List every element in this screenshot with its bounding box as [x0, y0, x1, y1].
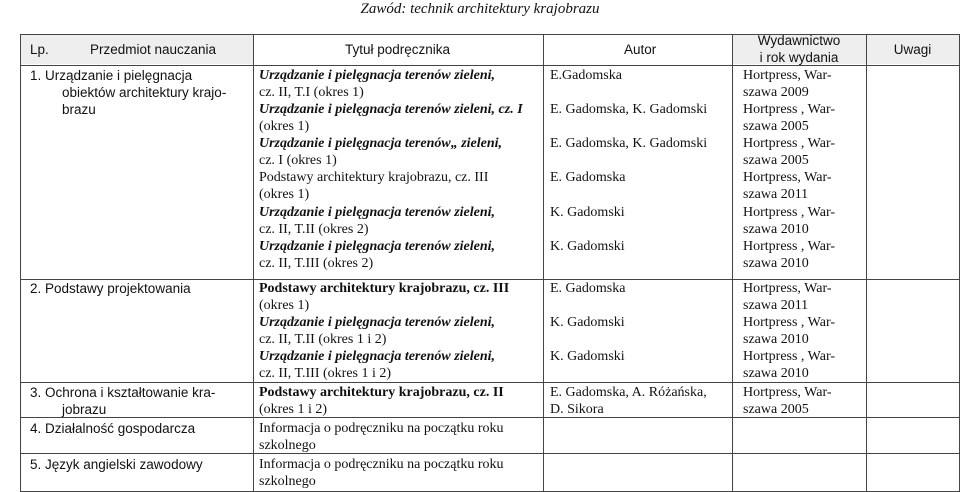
book-info-5-line1: Informacja o podręczniku na początku roku [259, 457, 504, 472]
book-title-1b: Urządzanie i pielęgnacja terenów zieleni, cz. I [259, 102, 523, 117]
subject-2: 2. Podstawy projektowania [30, 281, 191, 296]
subject-1-line3: brazu [62, 102, 96, 117]
publisher-10-line2: szawa 2005 [743, 402, 809, 417]
subject-5: 5. Język angielski zawodowy [30, 457, 203, 472]
book-title-1c-details: cz. I (okres 1) [259, 153, 337, 168]
book-title-1e: Urządzanie i pielęgnacja terenów zieleni, [259, 205, 496, 220]
publisher-7-line1: Hortpress, War- [743, 281, 832, 296]
book-title-1d-details: (okres 1) [259, 187, 310, 202]
author-7: E. Gadomska [550, 281, 626, 296]
header-notes: Uwagi [893, 42, 932, 57]
header-lp: Lp. [30, 42, 49, 57]
publisher-4-line2: szawa 2011 [743, 187, 809, 202]
author-9: K. Gadomski [550, 349, 625, 364]
author-6: K. Gadomski [550, 239, 625, 254]
publisher-3-line2: szawa 2005 [743, 153, 809, 168]
book-title-2c-details: cz. II, T.III (okres 1 i 2) [259, 366, 392, 381]
book-title-1b-details: (okres 1) [259, 119, 310, 134]
subject-4: 4. Działalność gospodarcza [30, 421, 196, 436]
header-subject: Przedmiot nauczania [90, 42, 217, 57]
publisher-8-line2: szawa 2010 [743, 332, 809, 347]
author-5: K. Gadomski [550, 205, 625, 220]
publisher-3-line1: Hortpress , War- [743, 136, 836, 151]
book-info-4-line2: szkolnego [259, 438, 316, 453]
header-title: Tytuł podręcznika [345, 42, 451, 57]
publisher-1-line2: szawa 2009 [743, 85, 809, 100]
page-title: Zawód: technik architektury krajobrazu [360, 1, 600, 17]
book-info-4-line1: Informacja o podręczniku na początku roku [259, 421, 504, 436]
publisher-6-line2: szawa 2010 [743, 256, 809, 271]
header-author: Autor [624, 42, 657, 57]
book-title-2b-details: cz. II, T.II (okres 1 i 2) [259, 332, 387, 347]
publisher-7-line2: szawa 2011 [743, 298, 809, 313]
book-title-1d: Podstawy architektury krajobrazu, cz. III [259, 170, 489, 185]
author-1: E.Gadomska [550, 68, 622, 83]
author-10-line1: E. Gadomska, A. Różańska, [550, 385, 707, 400]
subject-1-line2: obiektów architektury krajo- [62, 85, 227, 100]
author-10-line2: D. Sikora [550, 402, 604, 417]
subject-3-line2: jobrazu [62, 402, 107, 417]
publisher-2-line2: szawa 2005 [743, 119, 809, 134]
author-8: K. Gadomski [550, 315, 625, 330]
publisher-9-line1: Hortpress , War- [743, 349, 836, 364]
book-title-3: Podstawy architektury krajobrazu, cz. II [259, 385, 504, 400]
book-title-1a: Urządzanie i pielęgnacja terenów zieleni, [259, 68, 496, 83]
publisher-1-line1: Hortpress, War- [743, 68, 832, 83]
book-title-2b: Urządzanie i pielęgnacja terenów zieleni, [259, 315, 496, 330]
book-title-1e-details: cz. II, T.II (okres 2) [259, 222, 369, 237]
subject-1-line1: 1. Urządzanie i pielęgnacja [30, 68, 193, 83]
subject-3-line1: 3. Ochrona i kształtowanie kra- [30, 385, 216, 400]
publisher-6-line1: Hortpress , War- [743, 239, 836, 254]
book-title-1a-details: cz. II, T.I (okres 1) [259, 85, 364, 100]
publisher-5-line1: Hortpress , War- [743, 205, 836, 220]
author-2: E. Gadomska, K. Gadomski [550, 102, 708, 117]
publisher-9-line2: szawa 2010 [743, 366, 809, 381]
book-title-2c: Urządzanie i pielęgnacja terenów zieleni, [259, 349, 496, 364]
book-title-1f: Urządzanie i pielęgnacja terenów zieleni, [259, 239, 496, 254]
header-publisher-line1: Wydawnictwo [757, 33, 841, 48]
header-publisher-line2: i rok wydania [759, 50, 839, 65]
publisher-5-line2: szawa 2010 [743, 222, 809, 237]
author-3: E. Gadomska, K. Gadomski [550, 136, 708, 151]
book-title-1c: Urządzanie i pielęgnacja terenów„ zieleni, [259, 136, 503, 151]
book-title-2a: Podstawy architektury krajobrazu, cz. III [259, 281, 510, 296]
book-info-5-line2: szkolnego [259, 474, 316, 489]
publisher-8-line1: Hortpress , War- [743, 315, 836, 330]
book-title-3-details: (okres 1 i 2) [259, 402, 328, 417]
publisher-2-line1: Hortpress , War- [743, 102, 836, 117]
publisher-10-line1: Hortpress, War- [743, 385, 832, 400]
publisher-4-line1: Hortpress, War- [743, 170, 832, 185]
book-title-2a-details: (okres 1) [259, 298, 310, 313]
book-title-1f-details: cz. II, T.III (okres 2) [259, 256, 374, 271]
author-4: E. Gadomska [550, 170, 626, 185]
